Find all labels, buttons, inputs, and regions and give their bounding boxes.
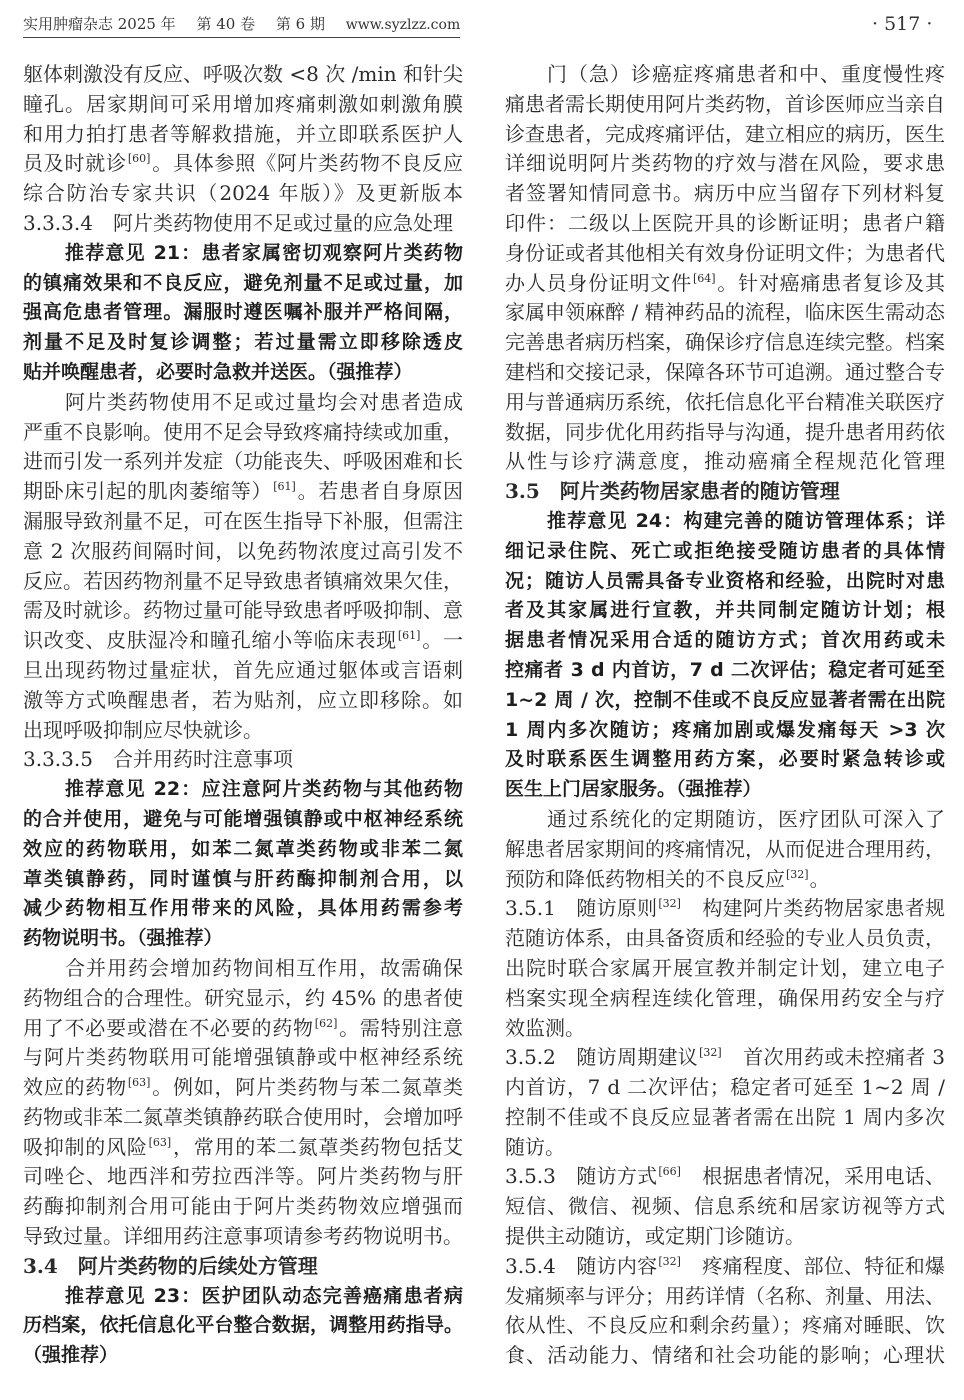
text-line: 员及时就诊[60]。具体参照《阿片类药物不良反应 — [23, 151, 463, 176]
text-line: 药物或非苯二氮䓬类镇静药联合使用时，会增加呼 — [23, 1104, 463, 1129]
citation-ref: [64] — [692, 271, 716, 285]
text-line: 印件：二级以上医院开具的诊断证明；患者户籍 — [505, 210, 945, 235]
citation-ref: [62] — [314, 1016, 338, 1030]
text-line: 瞳孔。居家期间可采用增加疼痛刺激如刺激角膜 — [23, 91, 463, 116]
text-line: 合并用药会增加药物间相互作用，故需确保 — [65, 955, 463, 980]
text-line: 吸抑制的风险[63]，常用的苯二氮䓬类药物包括艾 — [23, 1134, 463, 1159]
citation-ref: [32] — [658, 1254, 681, 1268]
text-line: 据患者情况采用合适的随访方式；首次用药或未 — [505, 629, 945, 652]
text-line: 况；随访人员需具备专业资格和经验，出院时对患 — [505, 569, 945, 592]
text-line: 依从性、不良反应和剩余药量）；疼痛对睡眠、饮 — [505, 1313, 945, 1338]
text-line: 门（急）诊癌症疼痛患者和中、重度慢性疼 — [547, 62, 945, 86]
text-line: 细记录住院、死亡或拒绝接受随访患者的具体情 — [505, 539, 945, 562]
text-line: 医生上门居家服务。（强推荐） — [505, 778, 762, 801]
text-line: 内首访，7 d 二次评估；稳定者可延至 1~2 周 / — [505, 1075, 945, 1100]
text-line: 强高危患者管理。漏服时遵医嘱补服并严格间隔， — [23, 301, 463, 324]
text-line: 综合防治专家共识（2024 年版）》及更新版本 — [23, 181, 463, 206]
text-line: 范随访体系，由具备资质和经验的专业人员负责， — [505, 926, 945, 951]
text-line: 3.5.1 随访原则[32] 构建阿片类药物居家患者规 — [505, 896, 945, 921]
text-line: 控制不佳或不良反应显著者需在出院 1 周内多次 — [505, 1104, 945, 1129]
text-line: 效应的药物[63]。例如，阿片类药物与苯二氮䓬类 — [23, 1075, 463, 1100]
text-line: 䓬类镇静药，同时谨慎与肝药酶抑制剂合用，以 — [23, 867, 463, 890]
text-line: 识改变、皮肤湿冷和瞳孔缩小等临床表现[61]。一 — [23, 628, 463, 653]
recommendation-box — [23, 239, 463, 388]
paragraph — [23, 954, 463, 1252]
paragraph — [23, 388, 463, 746]
text-line: 推荐意见 21：患者家属密切观察阿片类药物 — [65, 241, 463, 264]
text-line: 和用力拍打患者等解救措施，并立即联系医护人 — [23, 121, 463, 146]
text-line: 效应的药物联用，如苯二氮䓬类药物或非苯二氮 — [23, 837, 463, 860]
text-line: 出院时联合家属开展宣教并制定计划，建立电子 — [505, 955, 945, 980]
citation-ref: [61] — [273, 480, 296, 494]
text-line: 身份证或者其他相关有效身份证明文件；为患者代 — [505, 240, 945, 265]
text-line: 推荐意见 22：应注意阿片类药物与其他药物 — [65, 778, 463, 801]
text-line: 躯体刺激没有反应、呼吸次数 <8 次 /min 和针尖 — [23, 62, 463, 86]
text-line: 者签署知情同意书。病历中应当留存下列材料复 — [505, 181, 945, 206]
recommendation-box — [23, 1282, 463, 1371]
right-column — [505, 60, 945, 1371]
text-line: 短信、微信、视频、信息系统和居家访视等方式 — [505, 1194, 945, 1219]
paragraph — [505, 1252, 945, 1371]
text-line: 诊查患者，完成疼痛评估，建立相应的病历，医生 — [505, 121, 945, 146]
citation-ref: [63] — [127, 1076, 151, 1090]
paragraph — [505, 1043, 945, 1162]
text-line: 档案实现全病程连续化管理，确保用药安全与疗 — [505, 985, 945, 1010]
running-header — [23, 14, 460, 38]
text-line: 3.5.4 随访内容[32] 疼痛程度、部位、特征和爆 — [505, 1253, 945, 1278]
text-line: 详细说明阿片类药物的疗效与潜在风险，要求患 — [505, 151, 945, 176]
text-line: 药物说明书。（强推荐） — [23, 927, 223, 950]
citation-ref: [66] — [658, 1165, 681, 1179]
text-line: 进而引发一系列并发症（功能丧失、呼吸困难和长 — [23, 449, 463, 474]
text-line: 旦出现药物过量症状，首先应通过躯体或言语刺 — [23, 657, 463, 682]
text-line: 家属申领麻醉 / 精神药品的流程，临床医生需动态 — [505, 300, 945, 325]
page-number: · 517 · — [872, 13, 933, 35]
text-line: 出现呼吸抑制应尽快就诊。 — [23, 717, 263, 742]
text-line: 司唑仑、地西泮和劳拉西泮等。阿片类药物与肝 — [23, 1164, 463, 1189]
text-line: 解患者居家期间的疼痛情况，从而促进合理用药， — [505, 836, 945, 861]
section-heading — [505, 477, 945, 507]
text-line: 发痛频率与评分；用药详情（名称、剂量、用法、 — [505, 1283, 945, 1308]
text-line: 从性与诊疗满意度，推动癌痛全程规范化管理 — [505, 449, 945, 474]
text-line: 提供主动随访，或定期门诊随访。 — [505, 1224, 805, 1249]
citation-ref: [32] — [699, 1046, 722, 1060]
left-column — [23, 60, 463, 1371]
text-line: 需及时就诊。药物过量可能导致患者呼吸抑制、意 — [23, 598, 463, 623]
text-line: 数据，同步优化用药指导与沟通，提升患者用药依 — [505, 419, 945, 444]
journal-url: www.syzlzz.com — [345, 17, 461, 33]
text-line: 者及其家属进行宣教，并共同制定随访计划；根 — [505, 599, 945, 622]
text-line: 1~2 周 / 次，控制不佳或不良反应显著者需在出院 — [505, 688, 945, 711]
text-line: 期卧床引起的肌肉萎缩等）[61]。若患者自身原因 — [23, 479, 463, 504]
section-heading — [23, 1252, 463, 1282]
citation-ref: [32] — [658, 897, 681, 911]
text-line: 药酶抑制剂合用可能由于阿片类药物效应增强而 — [23, 1194, 463, 1219]
section-heading — [23, 209, 463, 239]
text-line: 减少药物相互作用带来的风险，具体用药需参考 — [23, 897, 463, 920]
text-line: 3.3.3.4 阿片类药物使用不足或过量的应急处理 — [23, 210, 453, 235]
text-line: 漏服导致剂量不足，可在医生指导下补服，但需注 — [23, 508, 463, 533]
text-line: 用与普通病历系统，依托信息化平台精准关联医疗 — [505, 389, 945, 414]
text-line: 1 周内多次随访；疼痛加剧或爆发痛每天 >3 次 — [505, 718, 945, 741]
text-line: 建档和交接记录，保障各环节可追溯。通过整合专 — [505, 359, 945, 384]
text-line: 剂量不足及时复诊调整；若过量需立即移除透皮 — [23, 331, 463, 354]
text-line: 的合并使用，避免与可能增强镇静或中枢神经系统 — [23, 807, 463, 830]
text-line: 随访。 — [505, 1134, 565, 1159]
citation-ref: [63] — [148, 1135, 172, 1149]
text-line: 激等方式唤醒患者，若为贴剂，应立即移除。如 — [23, 687, 463, 712]
text-line: 通过系统化的定期随访，医疗团队可深入了 — [547, 806, 945, 831]
journal-name: 实用肿瘤杂志 2025 年 — [23, 15, 176, 33]
paragraph — [23, 60, 463, 209]
text-line: 3.5.3 随访方式[66] 根据患者情况，采用电话、 — [505, 1164, 945, 1189]
paragraph — [505, 1162, 945, 1251]
text-line: 办人员身份证明文件[64]。针对癌痛患者复诊及其 — [505, 270, 945, 295]
text-line: 用了不必要或潜在不必要的药物[62]。需特别注意 — [23, 1015, 463, 1040]
recommendation-box — [505, 507, 945, 805]
text-line: 3.3.3.5 合并用药时注意事项 — [23, 747, 293, 772]
text-line: 完善患者病历档案，确保诊疗信息连续完整。档案 — [505, 330, 945, 355]
text-line: 控痛者 3 d 内首访，7 d 二次评估；稳定者可延至 — [505, 658, 945, 681]
text-line: 效监测。 — [505, 1015, 585, 1040]
text-line: 导致过量。详细用药注意事项请参考药物说明书。 — [23, 1224, 463, 1249]
text-line: 推荐意见 23：医护团队动态完善癌痛患者病 — [65, 1284, 463, 1307]
text-line: 与阿片类药物联用可能增强镇静或中枢神经系统 — [23, 1045, 463, 1070]
text-line: 贴并唤醒患者，必要时急救并送医。（强推荐） — [23, 360, 413, 383]
text-line: 阿片类药物使用不足或过量均会对患者造成 — [65, 389, 463, 414]
text-line: 严重不良影响。使用不足会导致疼痛持续或加重， — [23, 419, 463, 444]
text-line: 的镇痛效果和不良反应，避免剂量不足或过量，加 — [23, 271, 463, 294]
text-line: 痛患者需长期使用阿片类药物，首诊医师应当亲自 — [505, 91, 945, 116]
citation-ref: [61] — [397, 629, 421, 643]
text-line: 药物组合的合理性。研究显示，约 45% 的患者使 — [23, 985, 463, 1010]
text-line: 反应。若因药物剂量不足导致患者镇痛效果欠佳， — [23, 568, 463, 593]
citation-ref: [60] — [127, 152, 151, 166]
paragraph — [505, 894, 945, 1043]
text-line: 意 2 次服药间隔时间，以免药物浓度过高引发不 — [23, 538, 463, 563]
issue: 第 6 期 — [275, 15, 325, 33]
text-line: 食、活动能力、情绪和社会功能的影响；心理状 — [505, 1343, 945, 1368]
citation-ref: [32] — [786, 867, 809, 881]
text-line: 推荐意见 24：构建完善的随访管理体系；详 — [547, 509, 945, 532]
text-line: （强推荐） — [23, 1344, 119, 1367]
recommendation-box — [23, 775, 463, 954]
volume: 第 40 卷 — [196, 15, 256, 33]
text-line: 3.4 阿片类药物的后续处方管理 — [23, 1253, 318, 1278]
text-line: 3.5 阿片类药物居家患者的随访管理 — [505, 479, 840, 504]
text-line: 3.5.2 随访周期建议[32] 首次用药或未控痛者 3 — [505, 1045, 945, 1070]
paragraph — [505, 805, 945, 894]
text-line: 预防和降低药物相关的不良反应[32]。 — [505, 866, 830, 891]
text-line: 历档案，依托信息化平台整合数据，调整用药指导。 — [23, 1314, 463, 1337]
text-line: 及时联系医生调整用药方案，必要时紧急转诊或 — [505, 748, 945, 771]
paragraph — [505, 60, 945, 477]
section-heading — [23, 745, 463, 775]
